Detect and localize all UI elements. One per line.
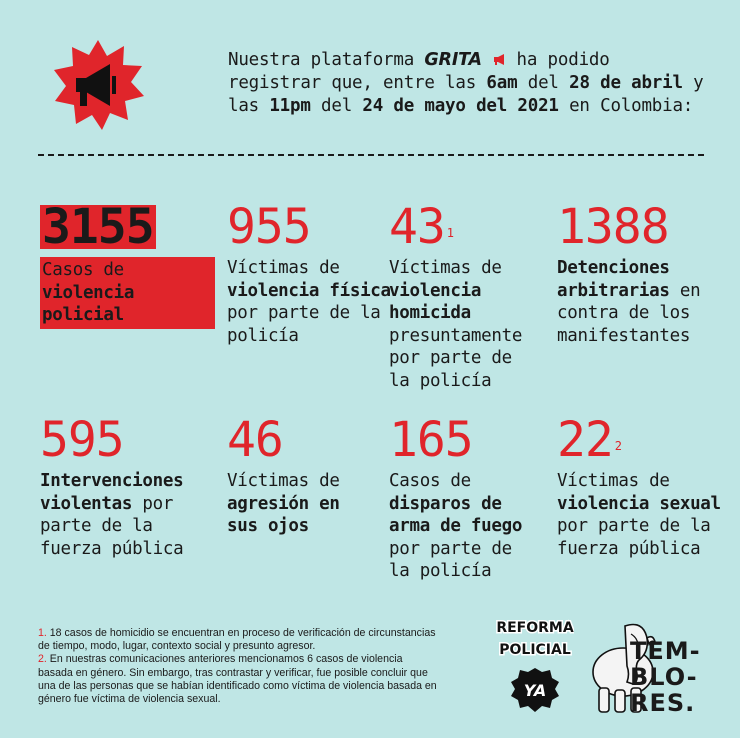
stat-label: Detenciones arbitrarias en contra de los manifestantes xyxy=(557,258,701,346)
stat-label: Casos de disparos de arma de fuego por parte de la policía xyxy=(389,471,523,581)
stat-label: Víctimas de violencia sexual por parte de la fuerza pública xyxy=(557,471,721,559)
stat-number: 46 xyxy=(227,412,283,468)
stat-number: 43 xyxy=(389,199,445,255)
stat-label: Víctimas de violencia homicida presuntamente por parte de la policía xyxy=(389,258,523,391)
footnote-ref: 1 xyxy=(446,226,454,240)
footnote-2: 2. En nuestras comunicaciones anteriores mencionamos 6 casos de violencia basada en género. Sin embargo, tras contrastar y verificar, fue posible concluir que una de las personas que se habían identificado como víctima de violencia basada en género fue víctima de violencia sexual. xyxy=(38,653,437,706)
stat-label: Casos de violencia policial xyxy=(40,257,215,329)
stat-number: 955 xyxy=(227,199,311,255)
stat-card xyxy=(557,201,717,347)
stat-number: 165 xyxy=(389,412,473,468)
stat-number: 3155 xyxy=(42,199,154,255)
stat-card xyxy=(227,201,402,347)
stat-number: 22 xyxy=(557,412,613,468)
stat-card xyxy=(557,414,722,560)
footnote-1: 1. 18 casos de homicidio se encuentran en proceso de verificación de circunstancias de tiempo, modo, lugar, contexto social y presunto agresor. xyxy=(38,627,436,653)
logo-text-line1: REFORMA xyxy=(496,620,574,636)
stat-number: 1388 xyxy=(557,199,669,255)
reforma-policial-logo xyxy=(496,614,574,719)
footnote-ref: 2 xyxy=(614,439,622,453)
stat-card xyxy=(389,201,539,392)
dashed-divider xyxy=(38,154,704,156)
stat-card xyxy=(40,414,205,560)
platform-name: GRITA xyxy=(424,50,482,70)
stat-label: Intervenciones violentas por parte de la fuerza pública xyxy=(40,471,184,559)
megaphone-badge-icon xyxy=(52,38,144,130)
stat-card xyxy=(227,414,367,538)
stat-number: 595 xyxy=(40,412,124,468)
stat-label: Víctimas de violencia física por parte de la policía xyxy=(227,258,391,346)
stat-card xyxy=(389,414,539,583)
logo-text-ya: YA xyxy=(523,681,547,700)
logo-text-line2: POLICIAL xyxy=(499,642,571,658)
megaphone-icon xyxy=(492,53,506,66)
stat-card xyxy=(40,201,215,329)
temblores-wordmark: TEM- BLO- RES. xyxy=(630,637,701,717)
footnotes xyxy=(38,627,438,706)
stat-label: Víctimas de agresión en sus ojos xyxy=(227,471,340,536)
intro-text: Nuestra plataforma GRITA ha podido registrar que, entre las 6am del 28 de abril y las 11pm del 24 de mayo del 2021 en Colombia: xyxy=(228,50,704,116)
